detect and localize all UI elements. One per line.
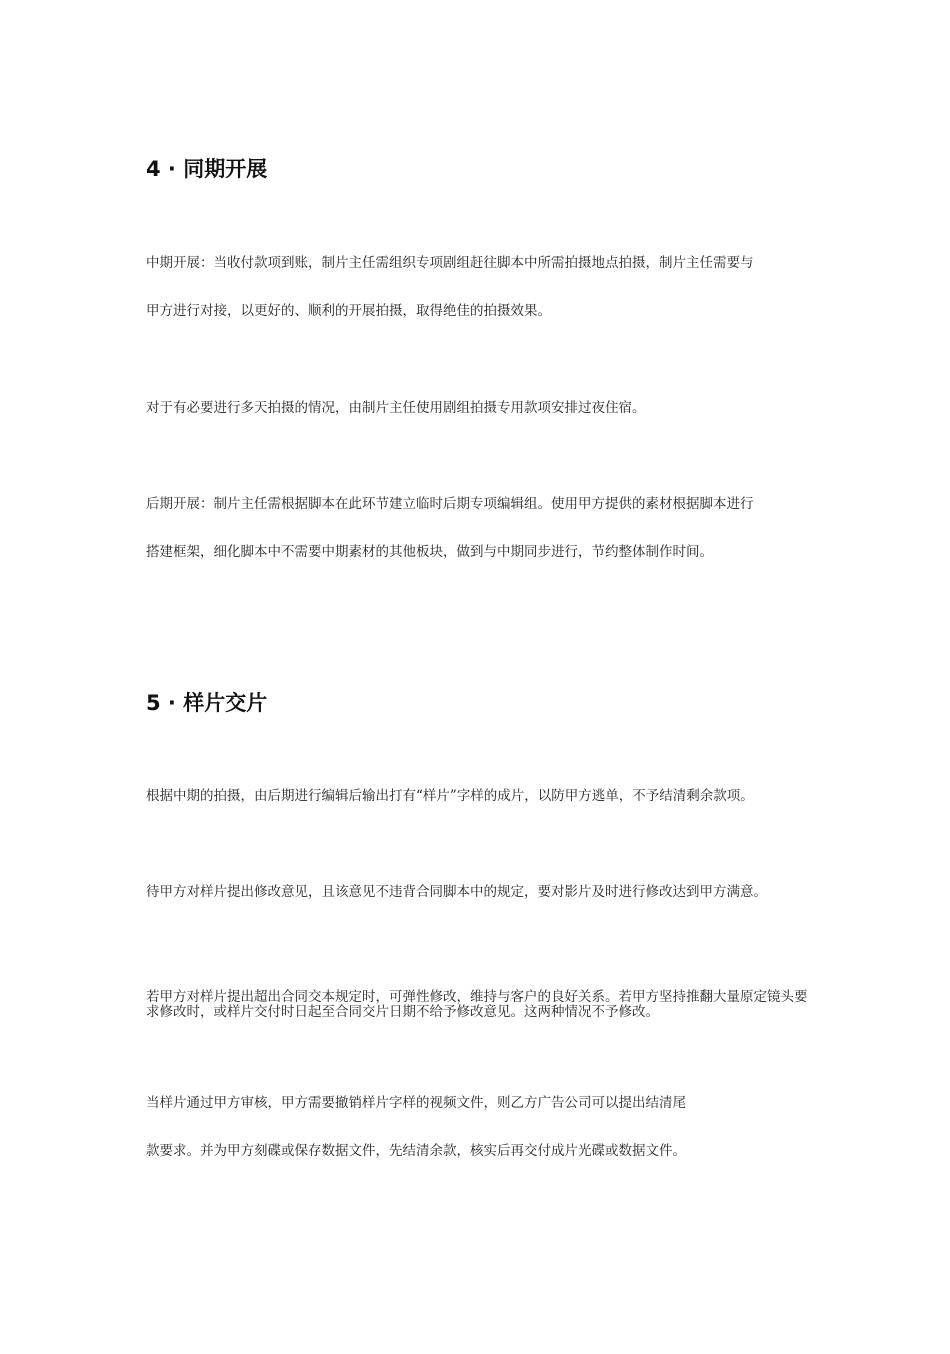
paragraph-approval-line-2: 款要求。并为甲方刻碟或保存数据文件，先结清余款，核实后再交付成片光碟或数据文件。	[146, 1143, 686, 1159]
paragraph-postprod-line-1: 后期开展：制片主任需根据脚本在此环节建立临时后期专项编辑组。使用甲方提供的素材根据脚本进行	[146, 496, 754, 512]
section-heading-4: 4 · 同期开展	[146, 157, 268, 181]
paragraph-midterm-line-1: 中期开展：当收付款项到账，制片主任需组织专项剧组赶往脚本中所需拍摄地点拍摄，制片主任需要与	[146, 255, 754, 271]
section-heading-5: 5 · 样片交片	[146, 691, 268, 715]
paragraph-multiday: 对于有必要进行多天拍摄的情况，由制片主任使用剧组拍摄专用款项安排过夜住宿。	[146, 400, 646, 416]
paragraph-contract-limits: 若甲方对样片提出超出合同交本规定时，可弹性修改，维持与客户的良好关系。若甲方坚持推翻大量原定镜头要求修改时，或样片交付时日起至合同交片日期不给予修改意见。这两种情况不予修改。	[146, 989, 808, 1020]
paragraph-sample-output: 根据中期的拍摄，由后期进行编辑后输出打有“样片”字样的成片，以防甲方逃单，不予结清剩余款项。	[146, 788, 754, 804]
paragraph-revision: 待甲方对样片提出修改意见，且该意见不违背合同脚本中的规定，要对影片及时进行修改达到甲方满意。	[146, 884, 767, 900]
paragraph-approval-line-1: 当样片通过甲方审核，甲方需要撤销样片字样的视频文件，则乙方广告公司可以提出结清尾	[146, 1095, 686, 1111]
paragraph-midterm-line-2: 甲方进行对接，以更好的、顺利的开展拍摄，取得绝佳的拍摄效果。	[146, 303, 551, 319]
paragraph-postprod-line-2: 搭建框架，细化脚本中不需要中期素材的其他板块，做到与中期同步进行，节约整体制作时间。	[146, 544, 713, 560]
